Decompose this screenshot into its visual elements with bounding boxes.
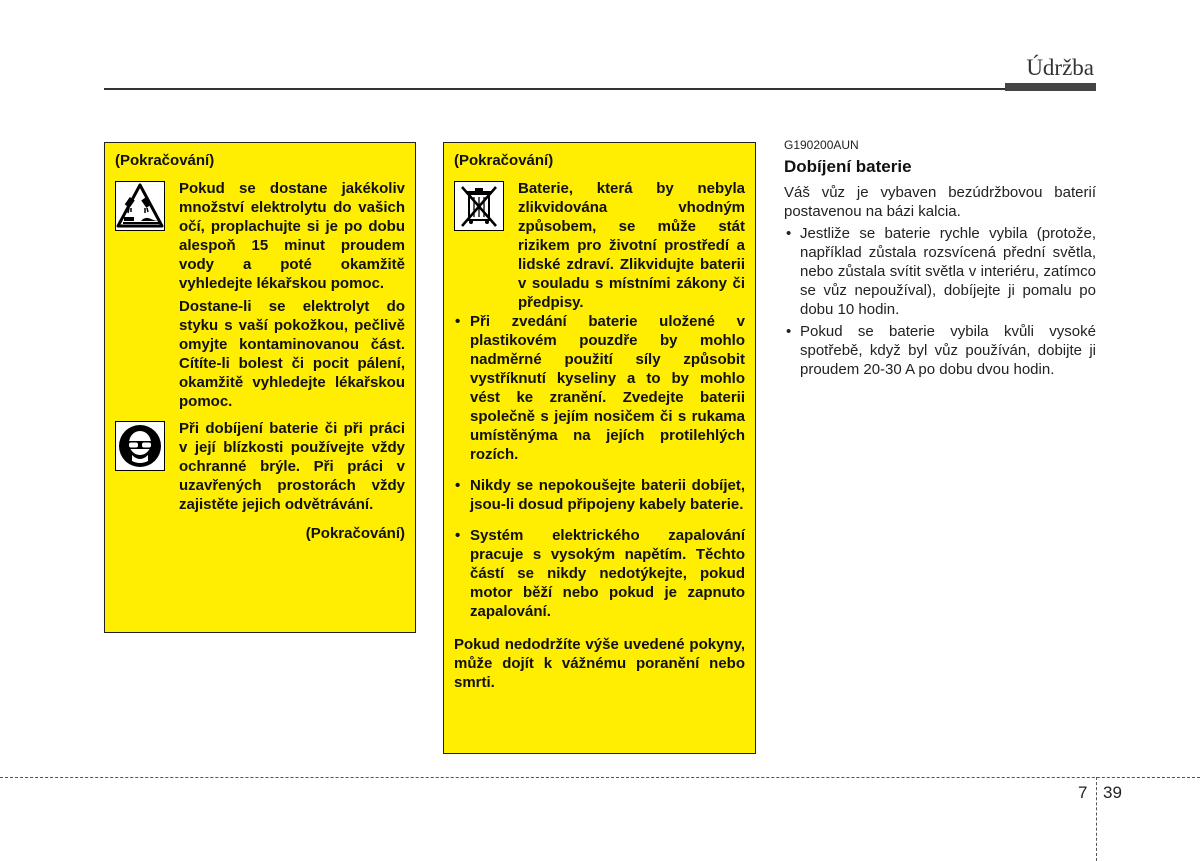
battery-charging-section (784, 138, 1096, 379)
charging-bullet-list (784, 224, 1096, 379)
disposal-text: Baterie, která by nebyla zlikvidována vhodným způsobem, se může stát rizikem pro životní prostředí a lidské zdraví. Zlikvidujte baterii v souladu s místními zákony či předpisy. (518, 180, 745, 311)
list-item: • Nikdy se nepokoušejte baterii dobíjet, jsou-li dosud připojeny kabely baterie. (454, 476, 745, 514)
goggles-text: Při dobíjení baterie či při práci v její blízkosti používejte vždy ochranné brýle. Při práci v uzavřených prostorách vždy zajistěte jejich odvětrávání. (179, 420, 405, 513)
list-item: • Pokud se baterie vybila kvůli vysoké spotřebě, když byl vůz používán, dobijte ji proudem 20-30 A po dobu dvou hodin. (784, 322, 1096, 379)
corrosive-skin-text: Dostane-li se elektrolyt do styku s vaší pokožkou, pečlivě omyjte kontaminovanou část. Cítíte-li bolest či pocit pálení, okamžitě vyhledejte lékařskou pomoc. (179, 298, 405, 410)
corrosive-hazard-icon (115, 181, 165, 231)
continued-label: (Pokračování) (305, 525, 405, 542)
disposal-warning (454, 179, 745, 312)
continued-label: (Pokračování) (454, 152, 554, 169)
footer-vertical-divider (1096, 777, 1097, 861)
warning-bullet-list (454, 312, 745, 621)
chapter-number: 7 (1078, 783, 1088, 802)
footer-divider (0, 777, 1200, 778)
header-rule-accent (1005, 83, 1096, 91)
page-number: 39 (1103, 783, 1122, 802)
continued-label: (Pokračování) (115, 152, 215, 169)
crossed-bin-icon (454, 181, 504, 231)
eye-protection-icon (115, 421, 165, 471)
header-rule (104, 88, 1096, 90)
goggles-warning (115, 419, 405, 514)
list-item: • Jestliže se baterie rychle vybila (protože, například zůstala rozsvícená přední světla, nebo zůstala svítit světla v interiéru, zatímco se vůz nepoužíval), dobíjejte ji pomalu po dobu 10 hodin. (784, 224, 1096, 319)
section-code: G190200AUN (784, 138, 859, 152)
final-warning-text: Pokud nedodržíte výše uvedené pokyny, může dojít k vážnému poranění nebo smrti. (454, 636, 745, 691)
section-intro: Váš vůz je vybaven bezúdržbovou baterií postavenou na bázi kalcia. (784, 184, 1096, 220)
list-item: • Systém elektrického zapalování pracuje s vysokým napětím. Těchto částí se nikdy nedotýkejte, pokud motor běží nebo pokud je zapnuto zapalování. (454, 526, 745, 621)
warning-box-middle (443, 142, 756, 754)
page-header-title: Údržba (1026, 55, 1094, 80)
corrosive-warning (115, 179, 405, 411)
list-item: • Při zvedání baterie uložené v plastikovém pouzdře by mohlo nadměrné použití síly způsobit vystříknutí kyseliny a to by mohlo vést ke zranění. Zvedejte baterii společně s jejím nosičem či s rukama umístěnýma na jejích protilehlých rozích. (454, 312, 745, 464)
section-title: Dobíjení baterie (784, 157, 912, 176)
corrosive-eyes-text: Pokud se dostane jakékoliv množství elektrolytu do vašich očí, proplachujte si je po dobu alespoň 15 minut proudem vody a poté okamžitě vyhledejte lékařskou pomoc. (179, 180, 405, 292)
warning-box-left (104, 142, 416, 633)
